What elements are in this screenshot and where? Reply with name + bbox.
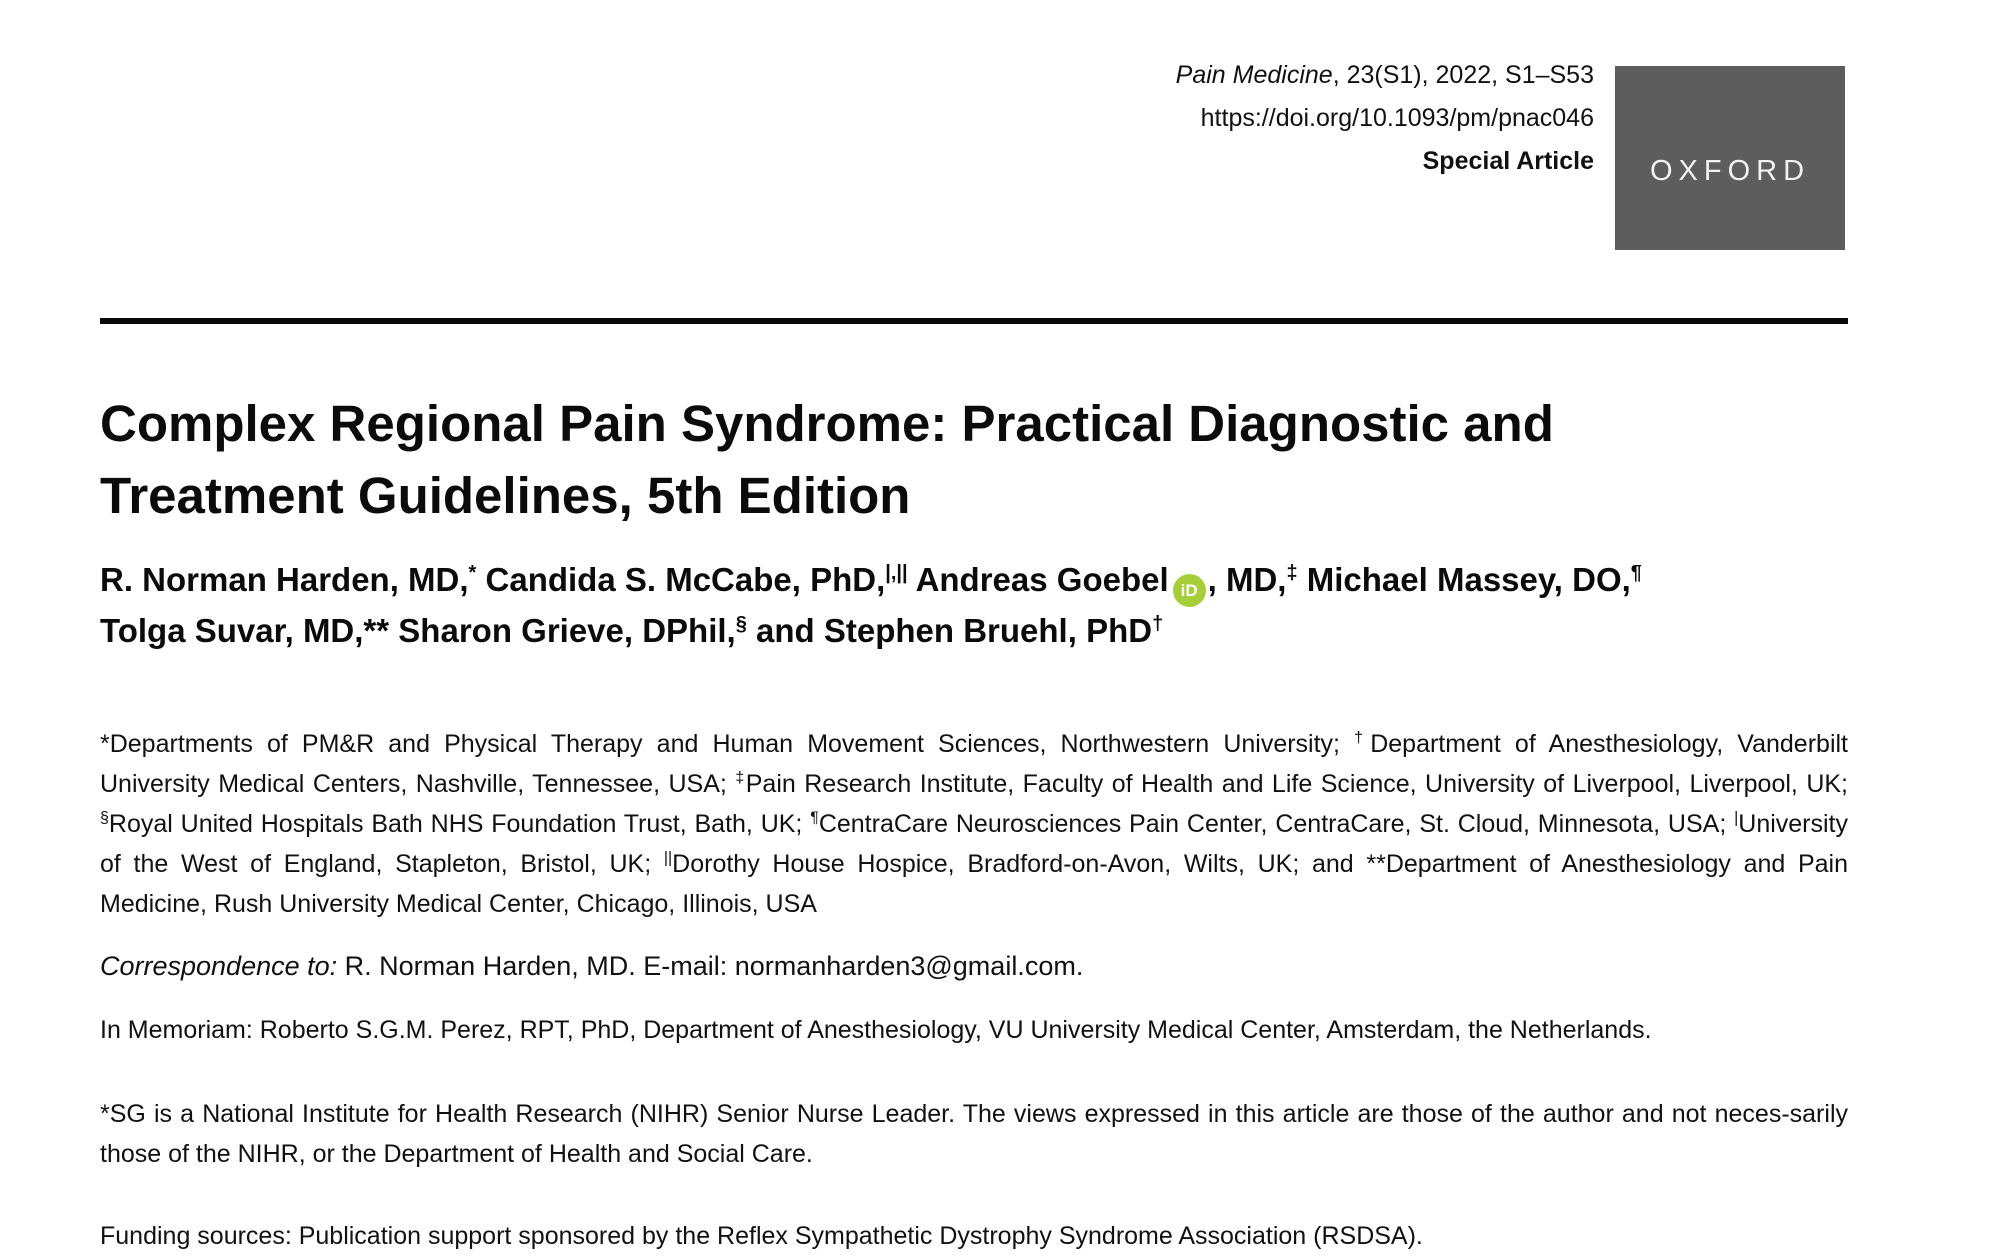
journal-volume: , 23(S1), 2022, S1–S53 [1332,61,1594,89]
affiliation-mark: | [1734,809,1739,827]
article-type: Special Article [1422,147,1594,175]
author-name: Sharon Grieve, DPhil, [398,612,736,649]
orcid-icon[interactable]: iD [1173,574,1206,607]
correspondence [100,946,1848,986]
affiliation-text: *Departments of PM&R and Physical Therapy and Human Movement Sciences, Northwestern University; [100,730,1355,758]
author-affil-mark: † [1152,613,1164,635]
doi-link[interactable]: https://doi.org/10.1093/pm/pnac046 [1200,104,1594,132]
affiliation-mark: ¶ [810,809,819,827]
author-affil-mark: ¶ [1630,562,1642,584]
affiliation-mark: † [1354,729,1371,747]
author-name: Andreas Goebel [915,561,1169,598]
affiliation-mark: || [663,849,673,867]
affiliations [100,724,1848,924]
author-affil-mark: ‡ [1286,562,1298,584]
affiliation-text: CentraCare Neurosciences Pain Center, CentraCare, St. Cloud, Minnesota, USA; [818,810,1735,838]
journal-citation [1176,54,1594,97]
affiliation-text: Royal United Hospitals Bath NHS Foundation Trust, Bath, UK; [108,810,811,838]
in-memoriam-note: In Memoriam: Roberto S.G.M. Perez, RPT, PhD, Department of Anesthesiology, VU University Medical Center, Amsterdam, the Netherlands. [100,1016,1652,1044]
correspondence-label: Correspondence to: [100,951,338,981]
author-name: R. Norman Harden, MD, [100,561,469,598]
author-affil-mark: * [468,562,477,584]
affiliation-text: Department of Anesthesiology, Vanderbilt University Medical Centers, Nashville, Tennessee, USA; [100,730,1848,798]
sg-disclaimer-note: *SG is a National Institute for Health Research (NIHR) Senior Nurse Leader. The views expressed in this article are those of the author and not neces-sarily those of the NIHR, or the Department of Health and Social Care. [100,1100,1848,1168]
author-name: Candida S. McCabe, PhD, [485,561,886,598]
journal-info [1176,54,1594,183]
author-affil-mark: § [735,613,747,635]
oxford-logo [1615,66,1845,250]
author-affil-mark: |,|| [885,562,908,584]
affiliation-mark: § [100,809,109,827]
author-name: Michael Massey, DO, [1306,561,1631,598]
author-degree: , MD, [1207,561,1287,598]
journal-name: Pain Medicine [1175,61,1333,89]
affiliation-text: Dorothy House Hospice, Bradford-on-Avon, Wilts, UK; and **Department of Anesthesiology and Pain Medicine, Rush University Medical Center, Chicago, Illinois, USA [100,850,1849,918]
affiliation-text: University of the West of England, Stapleton, Bristol, UK; [100,810,1849,878]
author-list [100,556,1860,655]
author-name: Tolga Suvar, MD,** [100,612,390,649]
correspondence-text[interactable]: R. Norman Harden, MD. E-mail: normanharden3@gmail.com. [337,951,1084,981]
article-title: Complex Regional Pain Syndrome: Practical Diagnostic and Treatment Guidelines, 5th Edition [100,395,1554,524]
affiliation-mark: ‡ [735,769,746,787]
funding-note: Funding sources: Publication support sponsored by the Reflex Sympathetic Dystrophy Syndrome Association (RSDSA). [100,1222,1423,1250]
author-name: and Stephen Bruehl, PhD [756,612,1153,649]
affiliation-text: Pain Research Institute, Faculty of Health and Life Science, University of Liverpool, Liverpool, UK; [745,770,1848,798]
oxford-logo-text: OXFORD [1649,154,1811,187]
header-rule [100,318,1848,324]
